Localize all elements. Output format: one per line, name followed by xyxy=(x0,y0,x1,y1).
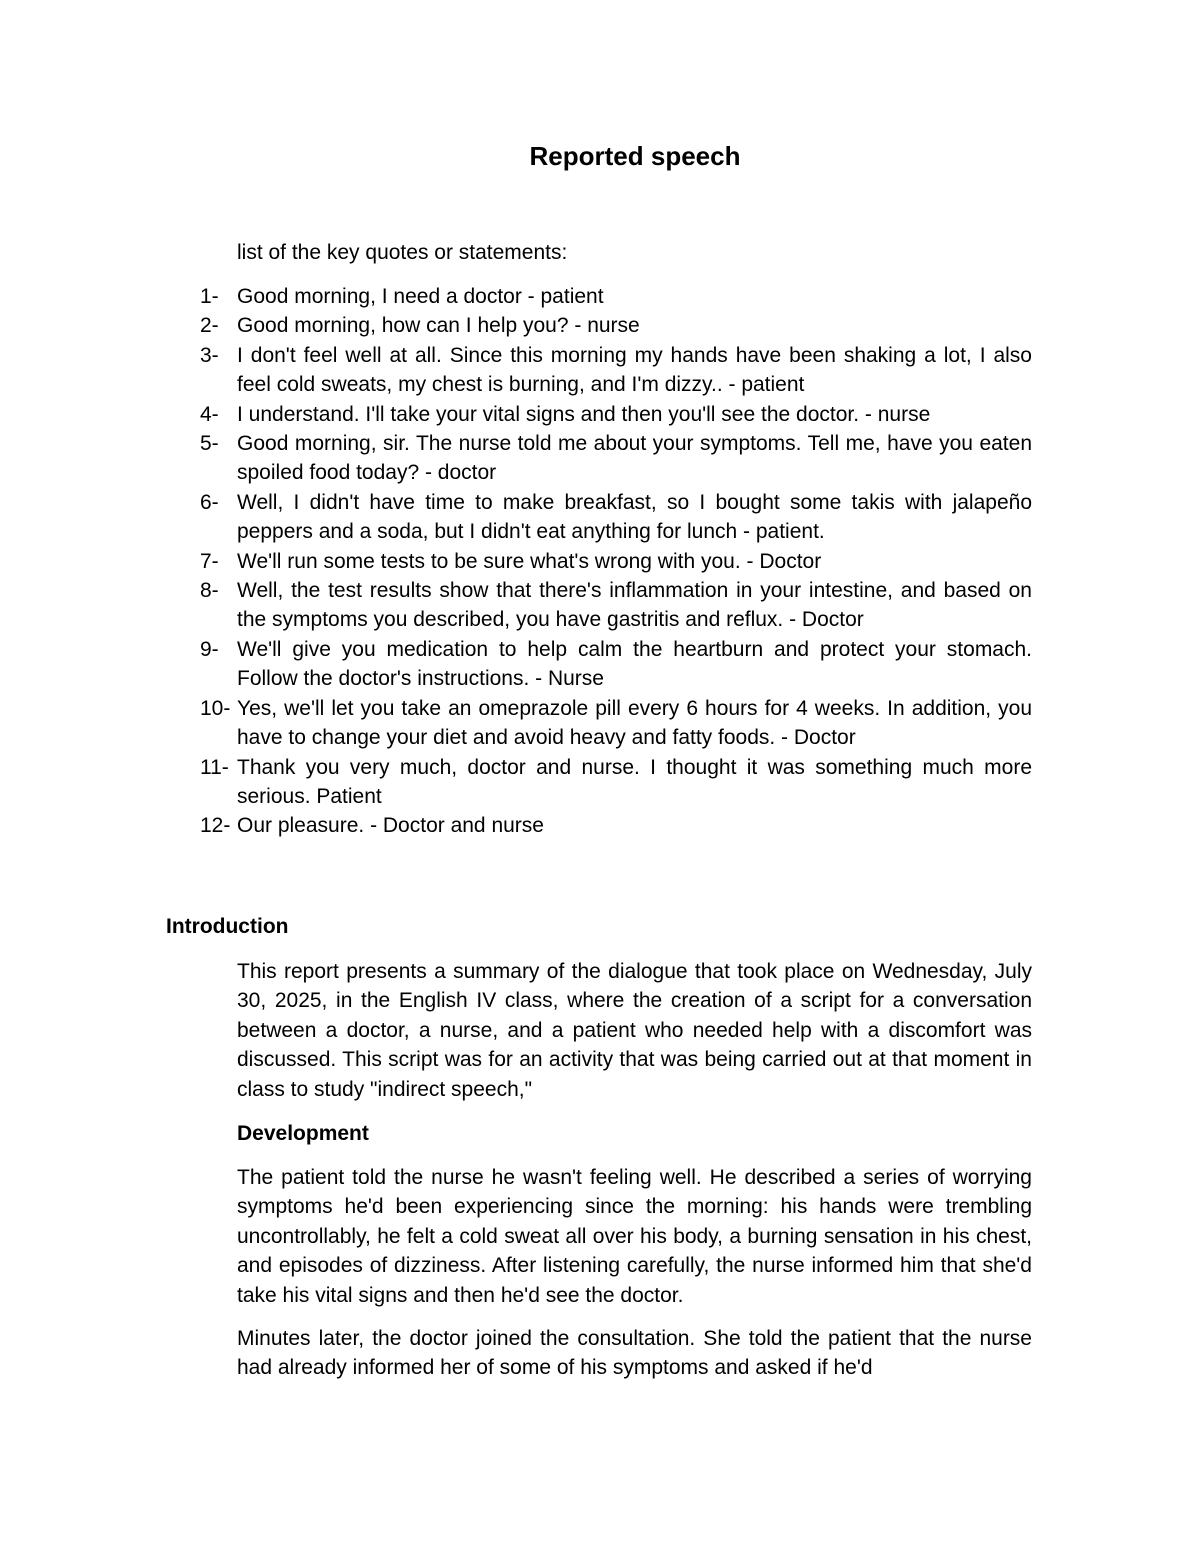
development-paragraph: The patient told the nurse he wasn't feeling well. He described a series of worrying symptoms he'd been experiencing since the morning: his hands were trembling uncontrollably, he felt a cold sweat all over his body, a burning sensation in his chest, and episodes of dizziness. After listening carefully, the nurse informed him that she'd take his vital signs and then he'd see the doctor. xyxy=(237,1166,1032,1307)
list-item-number: 1- xyxy=(200,285,219,308)
list-item xyxy=(200,547,1032,576)
list-item xyxy=(200,694,1032,753)
document-title: Reported speech xyxy=(529,141,741,171)
list-item-number: 2- xyxy=(200,314,219,338)
introduction-paragraph: This report presents a summary of the dialogue that took place on Wednesday, July 30, 2025, in the English IV class, where the creation of a script for a conversation between a doctor, a nurse, and a patient who needed help with a discomfort was discussed. This script was for an activity that was being carried out at that moment in class to study "indirect speech," xyxy=(237,960,1032,1101)
quotes-list-intro: list of the key quotes or statements: xyxy=(237,241,568,264)
list-item-number: 3- xyxy=(200,343,219,367)
list-item xyxy=(200,811,1032,840)
list-item-text: Yes, we'll let you take an omeprazole pill every 6 hours for 4 weeks. In addition, you have to change your diet and avoid heavy and fatty foods. - Doctor xyxy=(237,696,1032,750)
list-item xyxy=(200,311,1032,340)
list-item-text: Good morning, sir. The nurse told me about your symptoms. Tell me, have you eaten spoiled food today? - doctor xyxy=(237,432,1032,485)
list-item-text: I understand. I'll take your vital signs and then you'll see the doctor. - nurse xyxy=(237,402,931,426)
quotes-list xyxy=(200,282,1032,841)
list-item-text: Good morning, how can I help you? - nurse xyxy=(237,314,640,338)
development-paragraph: Minutes later, the doctor joined the consultation. She told the patient that the nurse had already informed her of some of his symptoms and asked if he'd xyxy=(237,1327,1032,1380)
list-item xyxy=(200,576,1032,635)
list-item xyxy=(200,488,1032,547)
development-heading: Development xyxy=(237,1122,369,1145)
list-item-text: Well, the test results show that there's inflammation in your intestine, and based on the symptoms you described, you have gastritis and reflux. - Doctor xyxy=(237,579,1032,632)
list-item xyxy=(200,341,1032,400)
list-item-text: We'll run some tests to be sure what's wrong with you. - Doctor xyxy=(237,549,822,573)
list-item xyxy=(200,753,1032,812)
list-item-number: 7- xyxy=(200,549,219,573)
development-section xyxy=(237,1119,1032,1383)
list-item-number: 5- xyxy=(200,432,219,456)
list-item-text: Thank you very much, doctor and nurse. I thought it was something much more serious. Patient xyxy=(237,755,1032,808)
list-item xyxy=(200,429,1032,488)
list-item xyxy=(200,282,1032,311)
list-item-number: 6- xyxy=(200,490,219,514)
list-item-text: I don't feel well at all. Since this morning my hands have been shaking a lot, I also feel cold sweats, my chest is burning, and I'm dizzy.. - patient xyxy=(237,343,1032,397)
list-item xyxy=(200,400,1032,429)
list-item-text: Good morning, I need a doctor - patient xyxy=(237,285,604,308)
list-item-number: 11- xyxy=(200,755,229,779)
list-item-number: 12- xyxy=(200,814,231,838)
introduction-heading: Introduction xyxy=(166,915,289,938)
introduction-section xyxy=(237,957,1032,1104)
list-item xyxy=(200,635,1032,694)
list-item-number: 9- xyxy=(200,637,219,661)
list-item-text: Our pleasure. - Doctor and nurse xyxy=(237,814,544,838)
list-item-number: 10- xyxy=(200,696,231,720)
list-item-number: 8- xyxy=(200,579,219,603)
list-item-number: 4- xyxy=(200,402,219,426)
list-item-text: We'll give you medication to help calm the heartburn and protect your stomach. Follow the doctor's instructions. - Nurse xyxy=(237,637,1032,691)
list-item-text: Well, I didn't have time to make breakfast, so I bought some takis with jalapeño peppers and a soda, but I didn't eat anything for lunch - patient. xyxy=(237,490,1032,544)
